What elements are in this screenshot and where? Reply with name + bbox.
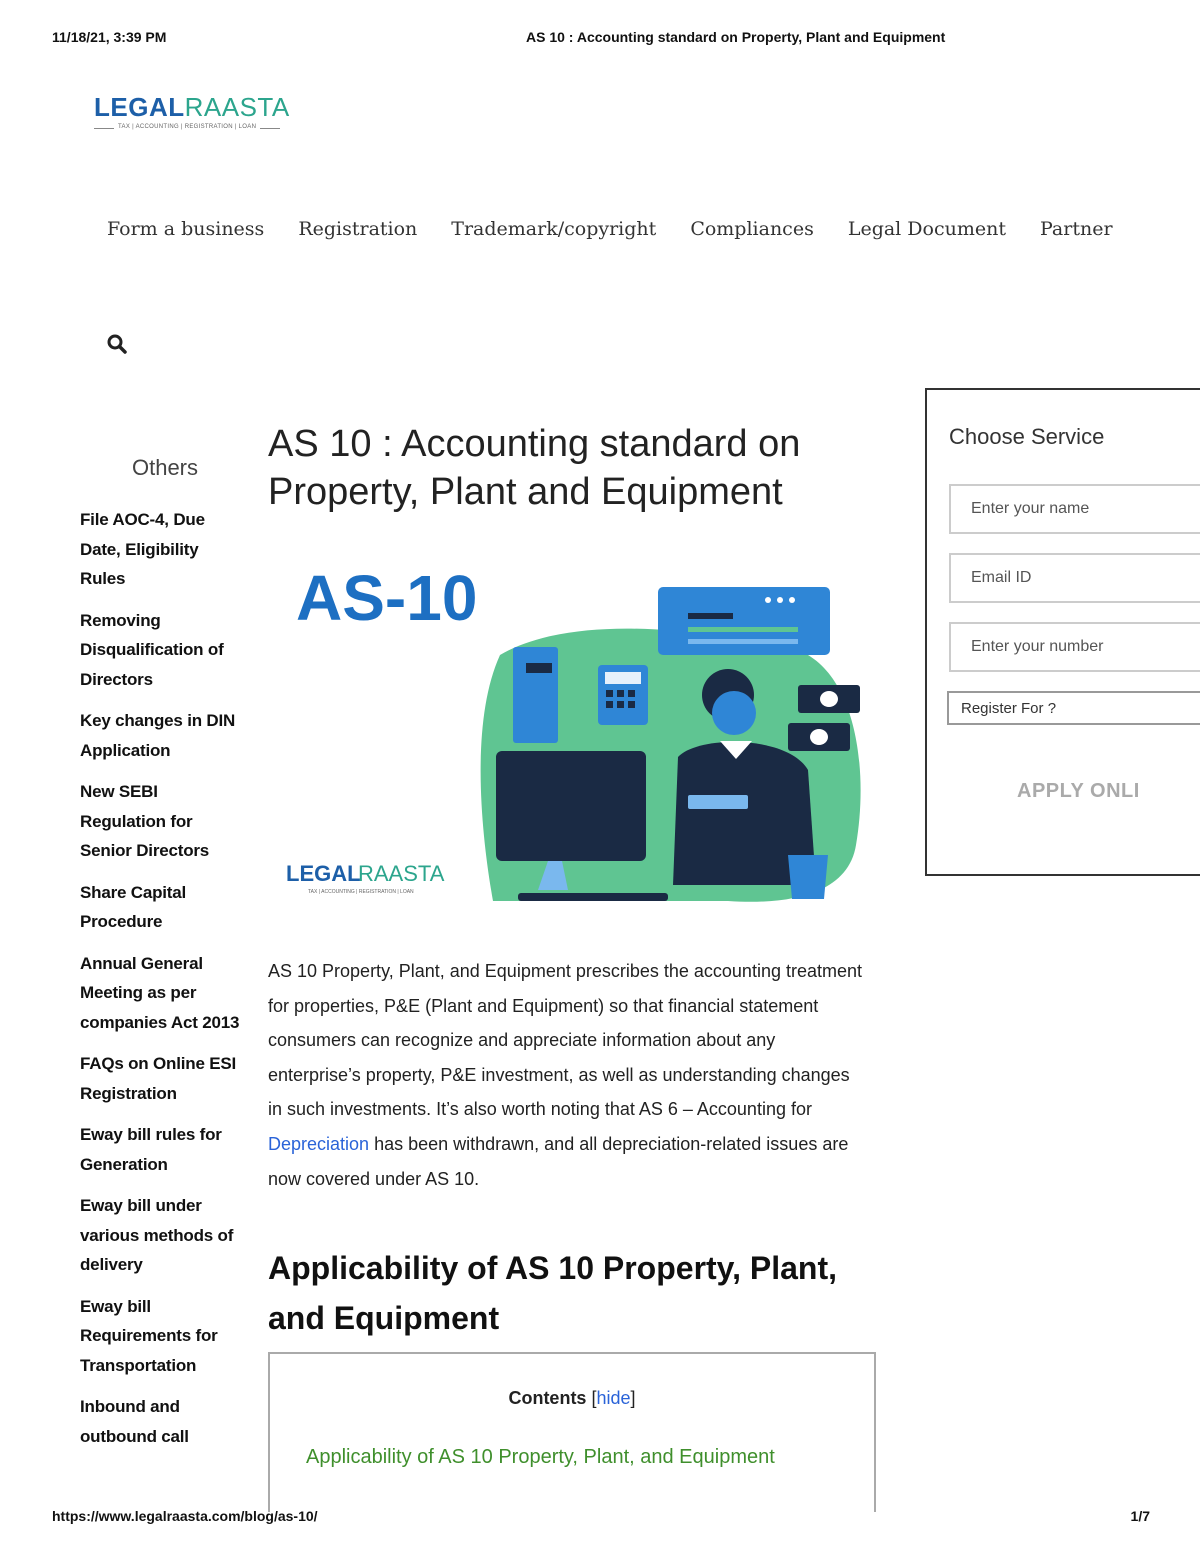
hero-dialog-card [658, 587, 830, 655]
logo-part-raasta: RAASTA [184, 92, 290, 122]
toc-bracket-close: ] [630, 1388, 636, 1408]
nav-compliances[interactable]: Compliances [690, 218, 814, 240]
service-form [925, 388, 1200, 876]
sidebar-item-din[interactable]: Key changes in DIN Application [80, 711, 236, 760]
logo-wordmark [94, 92, 290, 122]
article-intro-paragraph [268, 954, 868, 1196]
sidebar-others [80, 455, 240, 1463]
article-title: AS 10 : Accounting standard on Property, Plant and Equipment [268, 423, 801, 513]
main-nav [107, 218, 1147, 240]
hero-logo-raasta: RAASTA [358, 861, 445, 886]
hero-illustration [268, 545, 868, 905]
table-of-contents [268, 1352, 876, 1512]
hero-person-face [712, 691, 756, 735]
nav-trademark-copyright[interactable]: Trademark/copyright [451, 218, 657, 240]
applicability-heading: Applicability of AS 10 Property, Plant, and Equipment [268, 1250, 837, 1336]
search-icon[interactable] [106, 333, 128, 355]
hero-logo-tagline: TAX | ACCOUNTING | REGISTRATION | LOAN [308, 889, 414, 895]
sidebar-item-sebi[interactable]: New SEBI Regulation for Senior Directors [80, 782, 210, 860]
print-page-number: 1/7 [1130, 1508, 1150, 1524]
nav-registration[interactable]: Registration [298, 218, 418, 240]
register-for-select[interactable]: Register For ? [947, 691, 1200, 725]
apply-online-button[interactable]: APPLY ONLI [1017, 780, 1140, 802]
nav-form-a-business[interactable]: Form a business [107, 218, 265, 240]
hero-logo-legal: LEGAL [286, 861, 361, 886]
print-footer [52, 1508, 1150, 1528]
toc-item-applicability[interactable]: Applicability of AS 10 Property, Plant, and Equipment [306, 1446, 775, 1468]
toc-header [270, 1388, 874, 1409]
nav-legal-document[interactable]: Legal Document [847, 218, 1006, 240]
nav-partner[interactable]: Partner [1039, 218, 1113, 240]
sidebar-item-eway-transport[interactable]: Eway bill Requirements for Transportation [80, 1296, 218, 1375]
print-url: https://www.legalraasta.com/blog/as-10/ [52, 1508, 318, 1524]
logo-part-legal: LEGAL [94, 92, 185, 122]
print-header [52, 29, 1150, 49]
print-doc-title: AS 10 : Accounting standard on Property, Plant and Equipment [526, 29, 946, 45]
sidebar-item-share-capital[interactable]: Share Capital Procedure [80, 882, 187, 931]
toc-label: Contents [508, 1388, 587, 1408]
sidebar-item-aoc4[interactable]: File AOC-4, Due Date, Eligibility Rules [80, 510, 205, 588]
hero-as10-text: AS-10 [296, 562, 478, 634]
logo-tagline: TAX | ACCOUNTING | REGISTRATION | LOAN [94, 124, 284, 130]
sidebar-item-esi[interactable]: FAQs on Online ESI Registration [80, 1054, 237, 1103]
email-input[interactable]: Email ID [949, 553, 1200, 603]
sidebar-item-eway-delivery[interactable]: Eway bill under various methods of delivery [80, 1196, 234, 1274]
article-main [268, 420, 878, 516]
sidebar-item-eway-generation[interactable]: Eway bill rules for Generation [80, 1125, 222, 1174]
number-input[interactable]: Enter your number [949, 622, 1200, 672]
intro-text-part1: AS 10 Property, Plant, and Equipment prescribes the accounting treatment for properties, P&E (Plant and Equipment) so that financial statement consumers can recognize and appreciate information about any enterprise’s property, P&E investment, as well as understanding changes in such investments. It’s also worth noting that AS 6 – Accounting for [268, 961, 862, 1120]
sidebar-item-inbound-outbound[interactable]: Inbound and outbound call [80, 1397, 189, 1446]
hero-coffee-mug [788, 855, 828, 899]
sidebar-item-agm[interactable]: Annual General Meeting as per companies Act 2013 [80, 953, 240, 1032]
form-heading: Choose Service [949, 424, 1105, 449]
depreciation-link[interactable]: Depreciation [268, 1133, 370, 1154]
toc-bracket-open: [ [591, 1388, 597, 1408]
hero-card [688, 795, 748, 809]
toc-hide-link[interactable]: hide [596, 1388, 631, 1408]
print-date: 11/18/21, 3:39 PM [52, 29, 167, 45]
sidebar-item-disqualification[interactable]: Removing Disqualification of Directors [80, 610, 224, 689]
hero-notebook [513, 647, 558, 743]
site-logo[interactable] [94, 92, 290, 136]
name-input[interactable]: Enter your name [949, 484, 1200, 534]
intro-text-part2: has been withdrawn, and all depreciation-related issues are now covered under AS 10. [268, 1133, 849, 1189]
hero-monitor [496, 751, 646, 861]
sidebar-heading: Others [131, 455, 199, 480]
